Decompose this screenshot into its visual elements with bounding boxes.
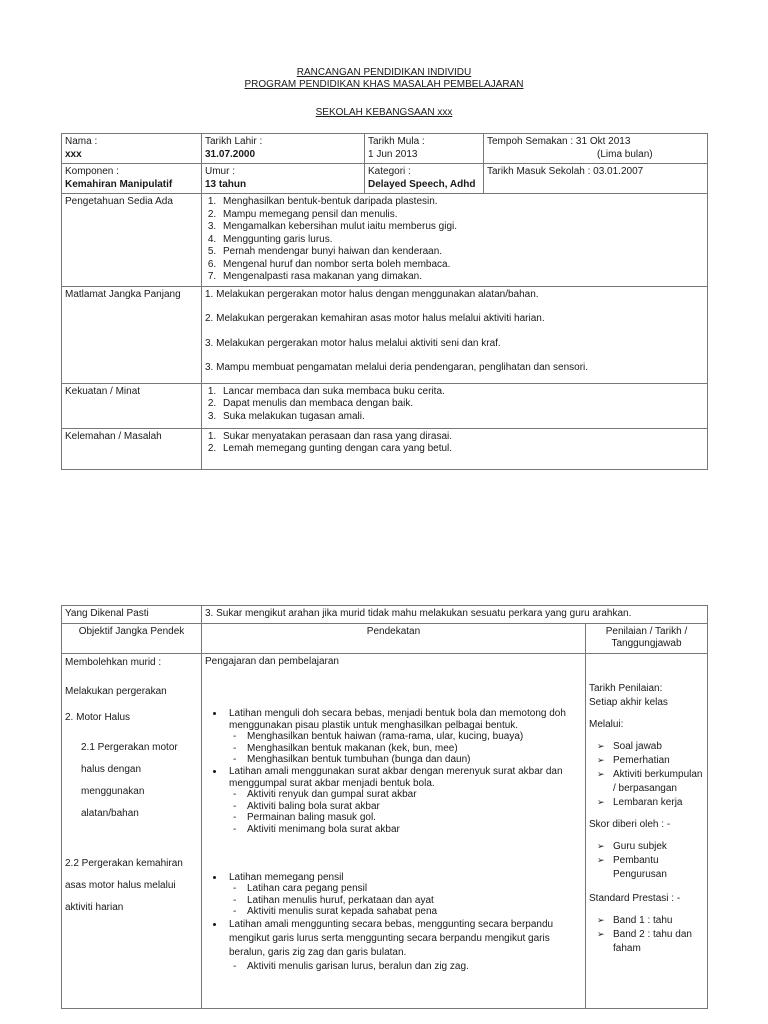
list-item: ➢ Pembantu Pengurusan bbox=[613, 854, 704, 882]
komponen-cell bbox=[62, 164, 202, 194]
kategori-value: Delayed Speech, Adhd bbox=[368, 178, 476, 190]
list-item bbox=[225, 766, 582, 836]
nama-cell bbox=[62, 134, 202, 164]
list-item: - Aktiviti baling bola surat akbar bbox=[247, 801, 582, 813]
dikenal-row bbox=[62, 606, 708, 624]
sub-list bbox=[229, 731, 582, 766]
umur-cell bbox=[202, 164, 365, 194]
penilaian-tarikh: Tarikh Penilaian: bbox=[589, 682, 663, 694]
tarikh-lahir-value: 31.07.2000 bbox=[205, 148, 256, 160]
pendekatan-title: Pengajaran dan pembelajaran bbox=[205, 655, 339, 667]
kelemahan-row bbox=[62, 428, 708, 469]
kekuatan-row bbox=[62, 383, 708, 428]
matlamat-label: Matlamat Jangka Panjang bbox=[62, 286, 202, 383]
sub-list bbox=[229, 960, 582, 974]
pendekatan-cell bbox=[202, 653, 586, 1008]
list-item: 2. Lemah memegang gunting dengan cara yang betul. bbox=[219, 443, 704, 456]
pendekatan-list-1 bbox=[205, 708, 582, 836]
list-item: - Aktiviti menulis surat kepada sahabat pena bbox=[247, 906, 582, 918]
list-item: - Menghasilkan bentuk makanan (kek, bun, mee) bbox=[247, 743, 582, 755]
kategori-cell bbox=[365, 164, 484, 194]
list-item: - Menghasilkan bentuk haiwan (rama-rama, ular, kucing, buaya) bbox=[247, 731, 582, 743]
matlamat-cell bbox=[202, 286, 708, 383]
tarikh-mula-cell bbox=[365, 134, 484, 164]
tarikh-mula-value: 1 Jun 2013 bbox=[368, 148, 418, 160]
nama-label: Nama : bbox=[65, 136, 98, 147]
penilaian-skor: Skor diberi oleh : - bbox=[589, 818, 671, 830]
tempoh-cell bbox=[484, 134, 708, 164]
list-item: - Aktiviti menulis garisan lurus, beralun dan zig zag. bbox=[247, 960, 582, 974]
methods-list bbox=[589, 740, 704, 810]
matlamat-item: 2. Melakukan pergerakan kemahiran asas motor halus melalui aktiviti harian. bbox=[205, 313, 545, 324]
penilaian-standard: Standard Prestasi : - bbox=[589, 892, 681, 904]
matlamat-item: 3. Mampu membuat pengamatan melalui deria pendengaran, penglihatan dan sensori. bbox=[205, 362, 589, 373]
list-item: ➢ Pemerhatian bbox=[613, 754, 704, 768]
matlamat-row bbox=[62, 286, 708, 383]
tarikh-mula-label: Tarikh Mula : bbox=[368, 136, 425, 147]
plan-table bbox=[61, 605, 708, 1009]
scorers-list bbox=[589, 840, 704, 882]
list-item: 6. Mengenal huruf dan nombor serta boleh membaca. bbox=[219, 259, 704, 272]
list-item: 2. Dapat menulis dan membaca dengan baik. bbox=[219, 398, 704, 411]
kekuatan-label: Kekuatan / Minat bbox=[62, 383, 202, 428]
list-item: ➢ Aktiviti berkumpulan / berpasangan bbox=[613, 768, 704, 796]
tarikh-masuk: Tarikh Masuk Sekolah : 03.01.2007 bbox=[487, 166, 644, 177]
tarikh-lahir-cell bbox=[202, 134, 365, 164]
penilaian-cell bbox=[586, 653, 708, 1008]
plan-body-row bbox=[62, 653, 708, 1008]
tempoh-label: Tempoh Semakan : 31 Okt 2013 bbox=[487, 136, 631, 147]
sub-list bbox=[229, 883, 582, 918]
list-item bbox=[225, 918, 582, 974]
pengetahuan-list-cell bbox=[202, 194, 708, 287]
list-item: ➢ Soal jawab bbox=[613, 740, 704, 754]
pengetahuan-row bbox=[62, 194, 708, 287]
bullet-text: Latihan amali menggunakan surat akbar dengan merenyuk surat akbar dan menggumpal surat akbar menjadi bentuk bola. bbox=[229, 766, 563, 789]
tempoh-value: (Lima bulan) bbox=[597, 148, 653, 160]
list-item: 3. Suka melakukan tugasan amali. bbox=[219, 411, 704, 424]
list-item: 5. Pernah mendengar bunyi haiwan dan kenderaan. bbox=[219, 246, 704, 259]
kelemahan-label: Kelemahan / Masalah bbox=[62, 428, 202, 469]
matlamat-item: 3. Melakukan pergerakan motor halus melalui aktiviti seni dan kraf. bbox=[205, 337, 501, 349]
pengetahuan-label: Pengetahuan Sedia Ada bbox=[62, 194, 202, 287]
bands-list bbox=[589, 914, 704, 956]
umur-label: Umur : bbox=[205, 166, 235, 177]
info-row-2 bbox=[62, 164, 708, 194]
list-item: - Menghasilkan bentuk tumbuhan (bunga dan daun) bbox=[247, 754, 582, 766]
dikenal-label: Yang Dikenal Pasti bbox=[62, 606, 202, 624]
penilaian-setiap: Setiap akhir kelas bbox=[589, 696, 668, 708]
list-item: 1. Menghasilkan bentuk-bentuk daripada plastesin. bbox=[219, 196, 704, 209]
nama-value: xxx bbox=[65, 148, 82, 160]
kekuatan-list bbox=[205, 386, 704, 424]
matlamat-item: 1. Melakukan pergerakan motor halus dengan menggunakan alatan/bahan. bbox=[205, 288, 539, 300]
umur-value: 13 tahun bbox=[205, 178, 247, 190]
list-item: 3. Mengamalkan kebersihan mulut iaitu memberus gigi. bbox=[219, 221, 704, 234]
list-item: 1. Sukar menyatakan perasaan dan rasa yang dirasai. bbox=[219, 431, 704, 444]
kekuatan-cell bbox=[202, 383, 708, 428]
pendekatan-header: Pendekatan bbox=[202, 623, 586, 653]
list-item: - Latihan menulis huruf, perkataan dan ayat bbox=[247, 895, 582, 907]
tarikh-masuk-cell bbox=[484, 164, 708, 194]
list-item bbox=[225, 872, 582, 918]
objektif-l5: 2.2 Pergerakan kemahiran asas motor halus melalui aktiviti harian bbox=[65, 857, 183, 913]
list-item: ➢ Lembaran kerja bbox=[613, 796, 704, 810]
objektif-l4: 2.1 Pergerakan motor halus dengan menggunakan alatan/bahan bbox=[81, 741, 178, 819]
kelemahan-list bbox=[205, 431, 704, 456]
objektif-l2: Melakukan pergerakan bbox=[65, 685, 167, 697]
doc-title-line2: PROGRAM PENDIDIKAN KHAS MASALAH PEMBELAJARAN bbox=[244, 79, 524, 90]
kategori-label: Kategori : bbox=[368, 166, 411, 177]
list-item bbox=[225, 708, 582, 766]
bullet-text: Latihan amali menggunting secara bebas, menggunting secara berpandu mengikut garis lurus serta menggunting secara berpandu mengikut garis beralun, garis zig zag dan garis bulatan. bbox=[229, 919, 554, 958]
komponen-value: Kemahiran Manipulatif bbox=[65, 178, 173, 190]
list-item: 1. Lancar membaca dan suka membaca buku cerita. bbox=[219, 386, 704, 399]
list-item: ➢ Band 2 : tahu dan faham bbox=[613, 928, 704, 956]
plan-header-row bbox=[62, 623, 708, 653]
list-item: 4. Menggunting garis lurus. bbox=[219, 234, 704, 247]
bullet-text: Latihan memegang pensil bbox=[229, 871, 344, 883]
list-item: - Latihan cara pegang pensil bbox=[247, 883, 582, 895]
doc-title-line1: RANCANGAN PENDIDIKAN INDIVIDU bbox=[296, 67, 472, 78]
list-item: ➢ Guru subjek bbox=[613, 840, 704, 854]
info-row-1 bbox=[62, 134, 708, 164]
objektif-l3: 2. Motor Halus bbox=[65, 711, 131, 723]
list-item: 2. Mampu memegang pensil dan menulis. bbox=[219, 209, 704, 222]
sub-list bbox=[229, 789, 582, 835]
list-item: - Aktiviti menimang bola surat akbar bbox=[247, 824, 582, 836]
penilaian-melalui: Melalui: bbox=[589, 718, 624, 730]
dikenal-value: 3. Sukar mengikut arahan jika murid tidak mahu melakukan sesuatu perkara yang guru arahkan. bbox=[202, 606, 708, 624]
objektif-header: Objektif Jangka Pendek bbox=[62, 623, 202, 653]
kelemahan-cell bbox=[202, 428, 708, 469]
school-name: SEKOLAH KEBANGSAAN xxx bbox=[315, 107, 453, 118]
profile-table bbox=[61, 133, 708, 470]
list-item: 7. Mengenalpasti rasa makanan yang dimakan. bbox=[219, 271, 704, 284]
pendekatan-list-2 bbox=[205, 872, 582, 974]
list-item: - Aktiviti renyuk dan gumpal surat akbar bbox=[247, 789, 582, 801]
komponen-label: Komponen : bbox=[65, 166, 119, 177]
bullet-text: Latihan menguli doh secara bebas, menjadi bentuk bola dan memotong doh menggunakan pisau plastik untuk menghasilkan pelbagai bentuk. bbox=[229, 708, 566, 731]
objektif-cell bbox=[62, 653, 202, 1008]
list-item: ➢ Band 1 : tahu bbox=[613, 914, 704, 928]
objektif-l1: Membolehkan murid : bbox=[65, 656, 162, 668]
tarikh-lahir-label: Tarikh Lahir : bbox=[205, 136, 263, 147]
pengetahuan-list bbox=[205, 196, 704, 284]
penilaian-header: Penilaian / Tarikh / Tanggungjawab bbox=[586, 623, 708, 653]
list-item: - Permainan baling masuk gol. bbox=[247, 812, 582, 824]
